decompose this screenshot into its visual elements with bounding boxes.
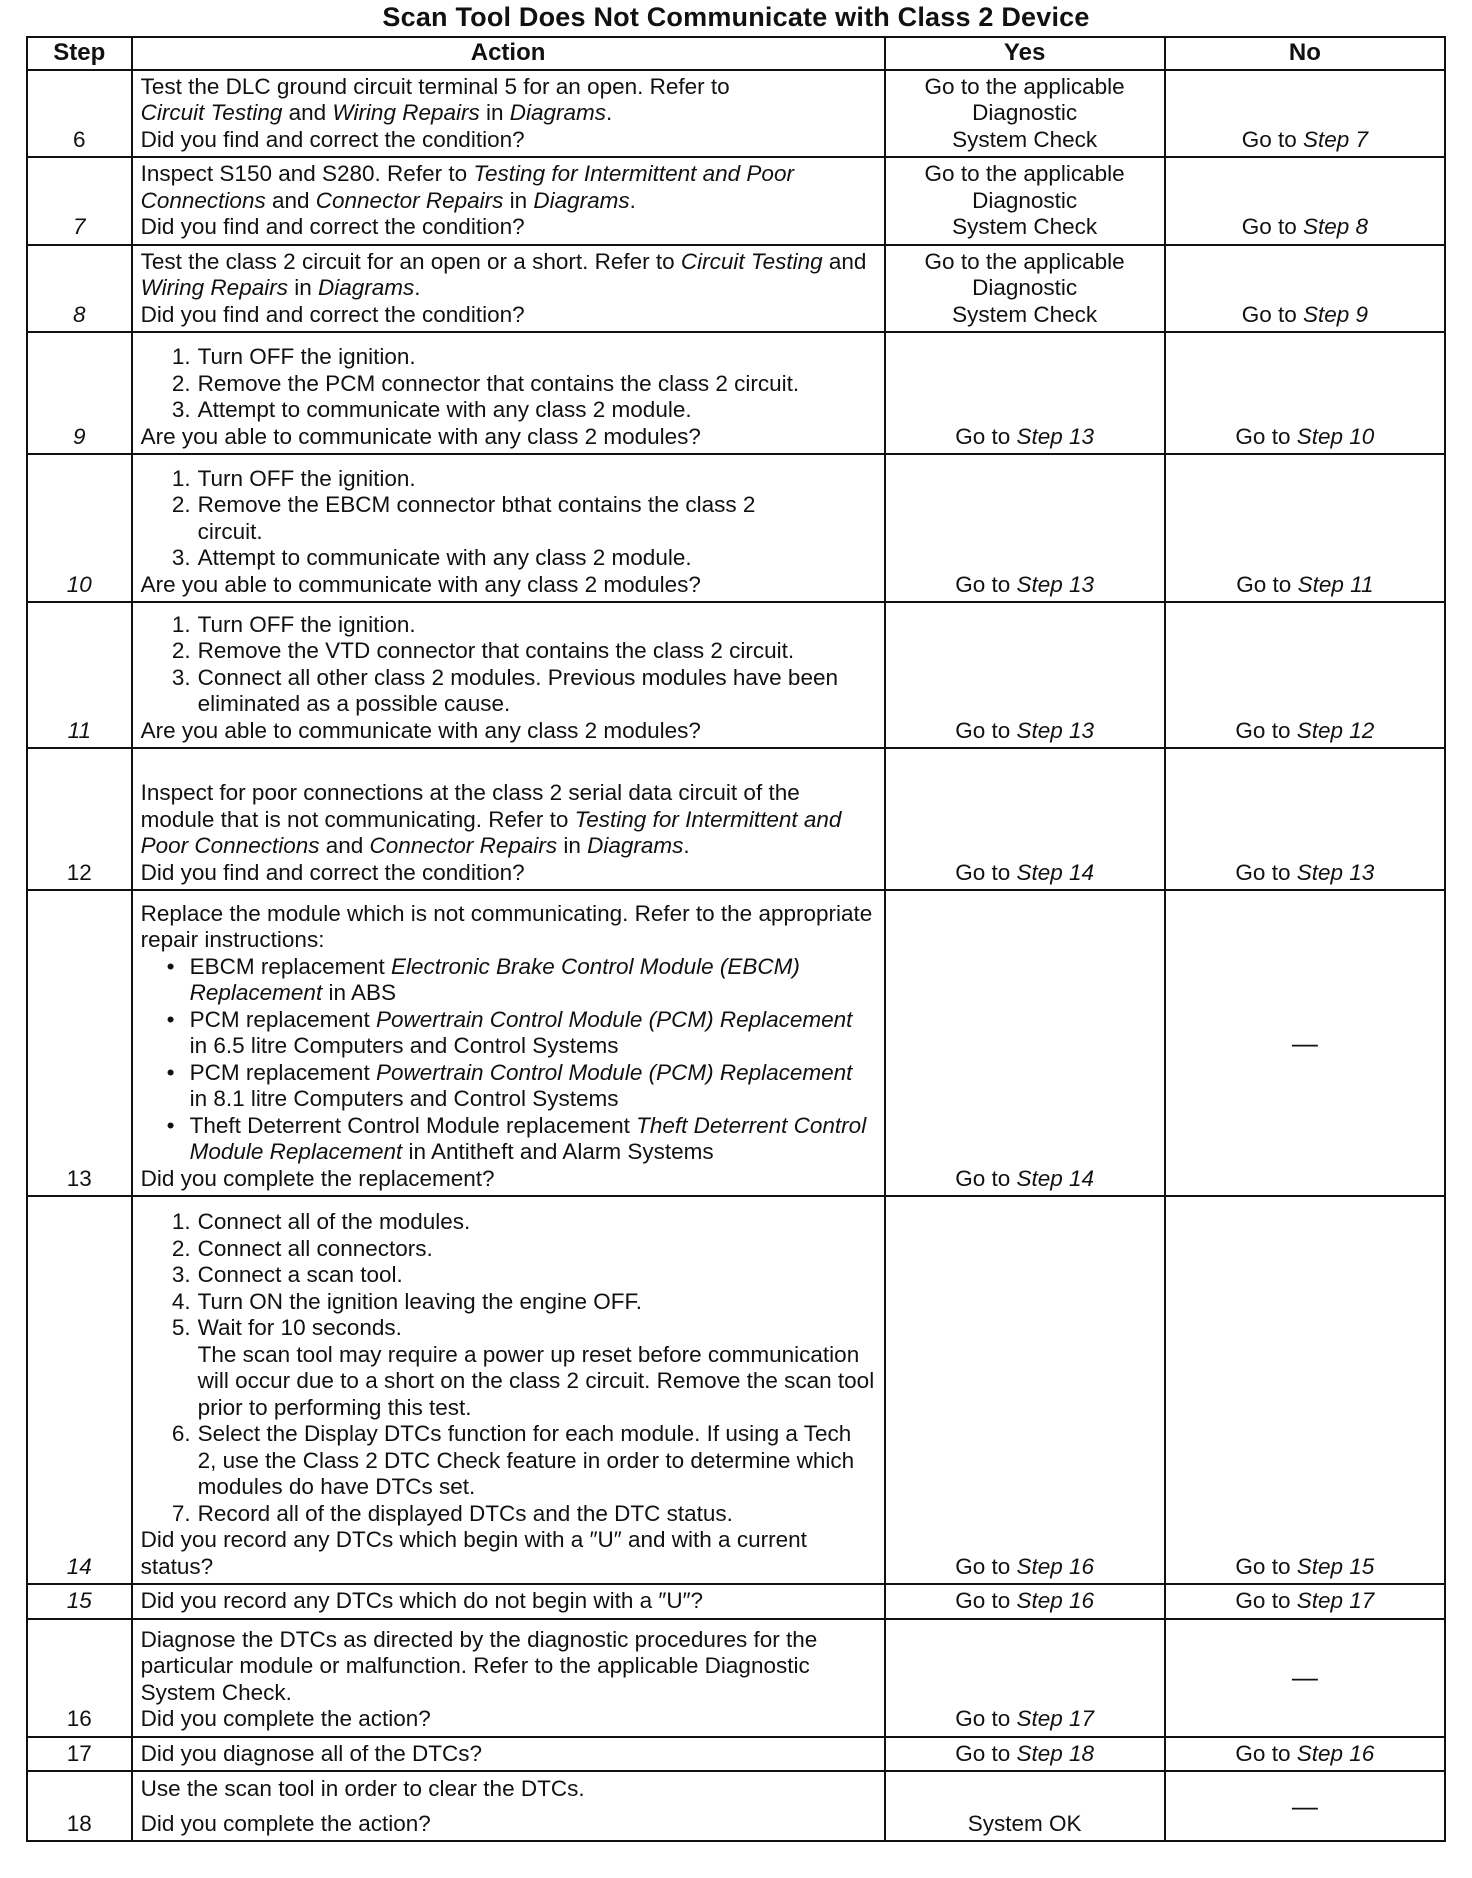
list-item: 3. Attempt to communicate with any class 2 module. [171, 397, 692, 422]
list-item: 3. Connect a scan tool. [171, 1262, 403, 1287]
no-text: Go to [1235, 1740, 1297, 1766]
yes-text: Go to [955, 1588, 1017, 1613]
list-item-text: in 6.5 litre Computers and Control Systems [189, 1033, 619, 1058]
list-item-text: Connect all of the modules. [197, 1209, 471, 1234]
yes-cell [885, 1196, 1165, 1584]
list-item-text: Wait for 10 seconds. [197, 1315, 402, 1340]
yes-text: Diagnostic [972, 187, 1078, 213]
step-number: 15 [27, 1584, 132, 1619]
step-reference: Step 14 [1016, 1165, 1095, 1191]
action-text: and [319, 833, 370, 858]
reference-link: Electronic Brake Control Module (EBCM) Replacement [189, 953, 800, 1005]
list-item-text: PCM replacement [189, 1059, 376, 1085]
table-row [27, 1771, 1445, 1841]
step-number: 16 [27, 1619, 132, 1737]
action-cell [132, 1196, 885, 1584]
list-item: 3. Attempt to communicate with any class 2 module. [171, 545, 692, 570]
step-reference: Step 10 [1296, 423, 1375, 449]
list-item-text: in ABS [322, 980, 396, 1005]
list-item: • Theft Deterrent Control Module replacement Theft Deterrent Control Module Replacement in Antitheft and Alarm Systems [166, 1112, 867, 1164]
no-cell: — [1165, 1619, 1445, 1737]
list-item-text: in 8.1 litre Computers and Control Systems [189, 1086, 619, 1111]
header-row [27, 37, 1445, 70]
reference-link: Circuit Testing [680, 248, 823, 274]
yes-cell [885, 1584, 1165, 1619]
step-reference: Step 18 [1016, 1740, 1095, 1766]
question-text: Are you able to communicate with any class 2 modules? [140, 717, 701, 743]
yes-text: Go to the applicable [924, 161, 1125, 186]
question-text: Did you find and correct the condition? [140, 301, 525, 327]
list-item: 2. Remove the VTD connector that contains the class 2 circuit. [171, 638, 795, 663]
step-reference: Step 13 [1016, 717, 1095, 743]
list-item: 1. Turn OFF the ignition. [171, 465, 416, 491]
reference-link: Connector Repairs [315, 187, 504, 213]
no-cell [1165, 157, 1445, 245]
no-text: Go to [1235, 1553, 1297, 1579]
list-item: 1. Connect all of the modules. [171, 1209, 471, 1234]
yes-text: System Check [952, 214, 1098, 239]
list-item-text: Connect a scan tool. [197, 1262, 403, 1287]
action-cell [132, 890, 885, 1196]
step-reference: Step 9 [1302, 301, 1369, 327]
reference-link: Diagrams [317, 275, 415, 300]
no-text: Go to [1235, 859, 1297, 885]
action-text: in [503, 187, 534, 213]
no-cell [1165, 70, 1445, 158]
action-cell [132, 1771, 885, 1841]
list-item: • PCM replacement Powertrain Control Module (PCM) Replacement in 6.5 litre Computers and Control Systems [166, 1006, 853, 1058]
action-text: Replace the module which is not communicating. Refer to the appropriate repair instructions: [140, 900, 873, 952]
no-cell [1165, 602, 1445, 748]
action-text: Test the DLC ground circuit terminal 5 for an open. Refer to [140, 73, 730, 99]
table-row [27, 748, 1445, 890]
step-reference: Step 7 [1302, 126, 1369, 152]
question-text: Did you complete the action? [140, 1706, 431, 1731]
step-reference: Step 16 [1016, 1588, 1095, 1613]
reference-link: Wiring Repairs [332, 100, 480, 125]
step-list [141, 1209, 876, 1527]
table-row [27, 157, 1445, 245]
list-item: 4. Turn ON the ignition leaving the engine OFF. [171, 1288, 643, 1314]
reference-link: Powertrain Control Module (PCM) Replacement [375, 1059, 853, 1085]
list-item: 7. Record all of the displayed DTCs and the DTC status. [171, 1500, 733, 1526]
list-item-text: Remove the EBCM connector bthat contains the class 2 circuit. [197, 492, 756, 544]
header-step: Step [27, 37, 132, 70]
list-item-text: Turn OFF the ignition. [197, 344, 416, 369]
no-text: Go to [1241, 301, 1303, 327]
note-text: The scan tool may require a power up reset before communication will occur due to a short on the class 2 circuit. Remove the scan tool prior to performing this test. [197, 1341, 875, 1420]
list-item-text: Theft Deterrent Control Module replacement [189, 1112, 637, 1138]
list-item-text: in Antitheft and Alarm Systems [402, 1139, 714, 1164]
yes-text: Diagnostic [972, 275, 1078, 300]
diagnostic-table [26, 36, 1446, 1842]
list-item: 3. Connect all other class 2 modules. Previous modules have been eliminated as a possible cause. [171, 664, 838, 716]
list-item: 2. Remove the EBCM connector bthat contains the class 2 circuit. [171, 492, 756, 544]
step-list [141, 466, 876, 572]
list-item-text: Attempt to communicate with any class 2 module. [197, 545, 692, 570]
list-item: • EBCM replacement Electronic Brake Control Module (EBCM) Replacement in ABS [166, 953, 800, 1005]
yes-text: Go to the applicable [924, 248, 1125, 274]
list-item-text: Connect all connectors. [197, 1235, 433, 1261]
step-number: 9 [27, 332, 132, 454]
no-text: Go to [1236, 571, 1298, 597]
yes-text: Go to [955, 1740, 1017, 1766]
list-item-text: Remove the VTD connector that contains the class 2 circuit. [197, 638, 795, 663]
yes-cell [885, 70, 1165, 158]
no-text: Go to [1235, 423, 1297, 449]
step-number: 11 [27, 602, 132, 748]
yes-text: Go to the applicable [924, 73, 1125, 99]
step-reference: Step 13 [1296, 859, 1375, 885]
step-number: 17 [27, 1737, 132, 1772]
step-number: 10 [27, 454, 132, 602]
question-text: Did you find and correct the condition? [140, 859, 525, 885]
step-reference: Step 15 [1296, 1553, 1375, 1579]
list-item: • PCM replacement Powertrain Control Module (PCM) Replacement in 8.1 litre Computers and Control Systems [166, 1059, 853, 1111]
no-cell [1165, 1737, 1445, 1772]
action-cell [132, 1619, 885, 1737]
yes-cell [885, 245, 1165, 333]
list-item-text: PCM replacement [189, 1006, 376, 1032]
no-cell: — [1165, 890, 1445, 1196]
question-text: Are you able to communicate with any class 2 modules? [140, 423, 701, 449]
action-cell [132, 332, 885, 454]
yes-cell [885, 1737, 1165, 1772]
action-text: . [629, 187, 636, 213]
action-text: in [557, 833, 588, 858]
document-title: Scan Tool Does Not Communicate with Class 2 Device [382, 2, 1090, 32]
yes-cell [885, 157, 1165, 245]
yes-cell [885, 1619, 1165, 1737]
table-row [27, 1737, 1445, 1772]
no-cell [1165, 1196, 1445, 1584]
step-number: 12 [27, 748, 132, 890]
no-cell [1165, 454, 1445, 602]
step-list [141, 344, 876, 424]
question-text: Did you complete the replacement? [140, 1165, 495, 1191]
step-reference: Step 17 [1016, 1706, 1095, 1731]
reference-link: Powertrain Control Module (PCM) Replacement [375, 1006, 853, 1032]
table-row [27, 602, 1445, 748]
step-number: 6 [27, 70, 132, 158]
table-row [27, 454, 1445, 602]
yes-text: Go to [955, 1165, 1017, 1191]
action-cell [132, 70, 885, 158]
action-text: Diagnose the DTCs as directed by the diagnostic procedures for the particular module or malfunction. Refer to the applicable Diagnostic System Check. [140, 1626, 818, 1705]
action-cell [132, 1737, 885, 1772]
no-text: Go to [1235, 1588, 1297, 1613]
list-item-text: EBCM replacement [189, 953, 391, 979]
action-cell [132, 748, 885, 890]
reference-link: Diagrams [509, 100, 607, 125]
no-cell [1165, 245, 1445, 333]
list-item: 1. Turn OFF the ignition. [171, 611, 416, 637]
reference-link: Circuit Testing [140, 100, 283, 125]
table-row [27, 1619, 1445, 1737]
table-row [27, 1584, 1445, 1619]
step-number: 7 [27, 157, 132, 245]
action-cell [132, 1584, 885, 1619]
reference-link: Diagrams [533, 187, 630, 213]
table-row [27, 332, 1445, 454]
header-no: No [1165, 37, 1445, 70]
yes-text: Go to [955, 1706, 1017, 1731]
question-text: Did you find and correct the condition? [140, 214, 525, 239]
header-action: Action [132, 37, 885, 70]
table-row [27, 1196, 1445, 1584]
reference-link: Testing for Intermittent and Poor Connections [140, 806, 842, 858]
step-number: 8 [27, 245, 132, 333]
yes-text: Go to [955, 859, 1017, 885]
yes-text: Go to [955, 423, 1017, 449]
question-text: Did you diagnose all of the DTCs? [140, 1740, 483, 1766]
list-item-text: Select the Display DTCs function for each module. If using a Tech 2, use the Class 2 DTC Check feature in order to determine which modules do have DTCs set. [197, 1421, 855, 1499]
step-reference: Step 11 [1297, 571, 1374, 597]
yes-cell [885, 748, 1165, 890]
list-item-text: Connect all other class 2 modules. Previous modules have been eliminated as a possible cause. [197, 664, 838, 716]
list-item: 5. Wait for 10 seconds. [171, 1315, 402, 1340]
no-cell [1165, 332, 1445, 454]
action-cell [132, 454, 885, 602]
step-reference: Step 12 [1296, 717, 1375, 743]
no-cell [1165, 748, 1445, 890]
yes-cell [885, 454, 1165, 602]
action-cell [132, 245, 885, 333]
list-item: 6. Select the Display DTCs function for each module. If using a Tech 2, use the Class 2 DTC Check feature in order to determine which modules do have DTCs set. [171, 1421, 855, 1499]
list-note [141, 1342, 876, 1422]
action-text: in [479, 100, 510, 125]
bullet-list [141, 954, 876, 1166]
step-reference: Step 16 [1296, 1740, 1375, 1766]
table-row [27, 890, 1445, 1196]
question-text: Did you complete the action? [140, 1810, 431, 1836]
list-item: 2. Remove the PCM connector that contains the class 2 circuit. [171, 370, 800, 396]
yes-text: Go to [955, 571, 1017, 597]
reference-link: Testing for Intermittent and Poor Connections [140, 161, 794, 213]
action-text: Use the scan tool in order to clear the DTCs. [140, 1776, 585, 1801]
step-reference: Step 17 [1296, 1588, 1375, 1613]
yes-cell [885, 602, 1165, 748]
list-item-text: Turn OFF the ignition. [197, 611, 416, 637]
header-yes: Yes [885, 37, 1165, 70]
table-row [27, 245, 1445, 333]
list-item: 1. Turn OFF the ignition. [171, 344, 416, 369]
action-text: and [282, 100, 333, 125]
yes-cell: System OK [885, 1771, 1165, 1841]
reference-link: Wiring Repairs [140, 275, 288, 300]
action-text: in [287, 275, 318, 300]
action-text: Inspect S150 and S280. Refer to [140, 161, 474, 186]
no-text: Go to [1241, 126, 1303, 152]
step-list [141, 612, 876, 718]
question-text: Did you record any DTCs which begin with a ″U″ and with a current status? [140, 1527, 807, 1579]
reference-link: Theft Deterrent Control Module Replacement [189, 1112, 867, 1164]
step-number: 13 [27, 890, 132, 1196]
table-row [27, 70, 1445, 158]
action-text: . [683, 833, 690, 858]
yes-cell [885, 890, 1165, 1196]
step-number: 14 [27, 1196, 132, 1584]
no-cell [1165, 1584, 1445, 1619]
yes-text: Go to [955, 1553, 1017, 1579]
action-text: and [822, 248, 867, 274]
list-item-text: Remove the PCM connector that contains the class 2 circuit. [197, 370, 800, 396]
step-reference: Step 8 [1302, 214, 1369, 239]
list-item-text: Record all of the displayed DTCs and the DTC status. [197, 1500, 733, 1526]
list-item-text: Turn OFF the ignition. [197, 465, 416, 491]
reference-link: Connector Repairs [369, 833, 558, 858]
yes-text: Go to [955, 717, 1017, 743]
question-text: Are you able to communicate with any class 2 modules? [140, 571, 701, 597]
reference-link: Diagrams [587, 833, 684, 858]
yes-cell [885, 332, 1165, 454]
no-text: Go to [1241, 214, 1303, 239]
list-item-text: Attempt to communicate with any class 2 module. [197, 397, 692, 422]
yes-text: Diagnostic [972, 100, 1078, 125]
action-text: . [606, 100, 613, 125]
step-reference: Step 14 [1016, 859, 1095, 885]
list-item: 2. Connect all connectors. [171, 1235, 433, 1261]
no-cell: — [1165, 1771, 1445, 1841]
yes-text: System Check [952, 126, 1098, 152]
question-text: Did you find and correct the condition? [140, 126, 525, 152]
action-cell [132, 157, 885, 245]
action-text: Test the class 2 circuit for an open or a short. Refer to [140, 248, 681, 274]
question-text: Did you record any DTCs which do not begin with a ″U″? [140, 1588, 704, 1613]
no-text: Go to [1235, 717, 1297, 743]
step-number: 18 [27, 1771, 132, 1841]
action-text: . [414, 275, 421, 300]
step-reference: Step 16 [1016, 1553, 1095, 1579]
step-reference: Step 13 [1016, 571, 1095, 597]
step-reference: Step 13 [1016, 423, 1095, 449]
list-item-text: Turn ON the ignition leaving the engine OFF. [197, 1288, 643, 1314]
action-text: Inspect for poor connections at the class 2 serial data circuit of the module that is not communicating. Refer to [140, 780, 800, 832]
yes-text: System Check [952, 301, 1098, 327]
action-cell [132, 602, 885, 748]
action-text: and [265, 187, 316, 213]
